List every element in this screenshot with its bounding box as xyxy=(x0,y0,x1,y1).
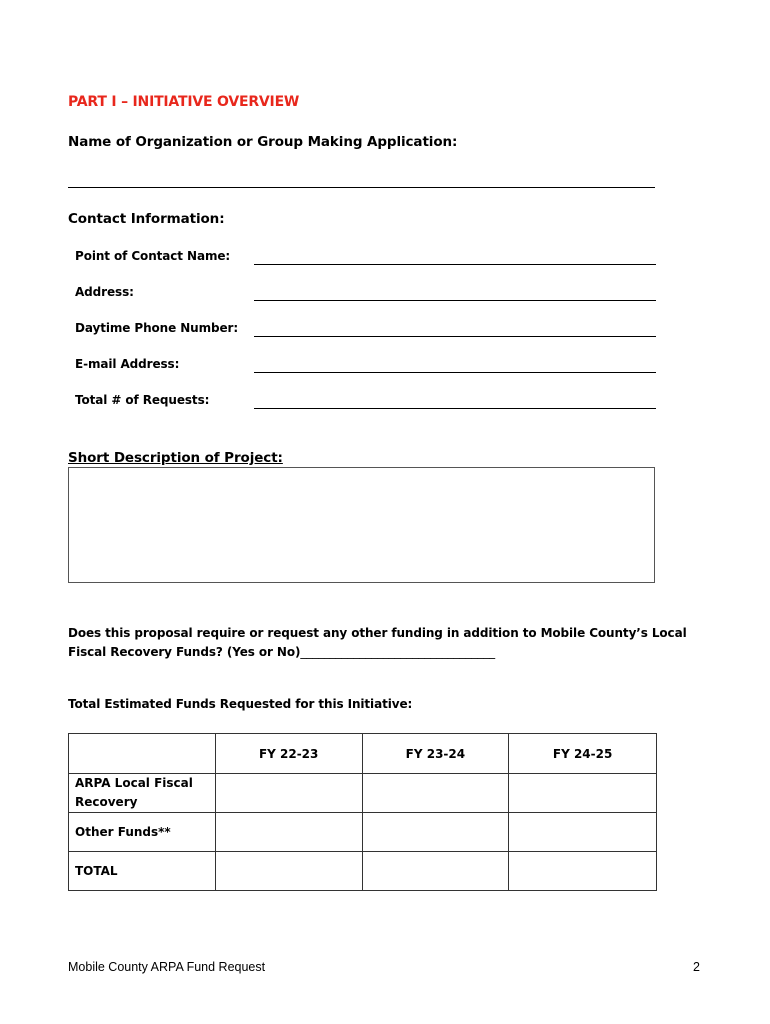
contact-name-line[interactable] xyxy=(254,264,656,265)
contact-heading: Contact Information: xyxy=(68,211,225,227)
table-header-cell xyxy=(69,734,216,774)
table-row xyxy=(69,774,657,813)
funding-question xyxy=(68,624,708,662)
table-cell[interactable] xyxy=(362,813,509,852)
table-cell[interactable] xyxy=(509,852,657,891)
table-cell[interactable] xyxy=(215,813,362,852)
table-cell[interactable] xyxy=(215,774,362,813)
table-cell[interactable] xyxy=(362,774,509,813)
funding-answer-blank[interactable]: _________________________________ xyxy=(300,645,496,659)
funding-question-text: Does this proposal require or request any other funding in addition to Mobile County’s Local Fiscal Recovery Funds? (Yes or No) xyxy=(68,626,687,659)
organization-input-line[interactable] xyxy=(68,187,655,188)
address-label: Address: xyxy=(75,285,134,299)
address-line[interactable] xyxy=(254,300,656,301)
funds-heading: Total Estimated Funds Requested for this Initiative: xyxy=(68,697,413,711)
total-requests-label: Total # of Requests: xyxy=(75,393,210,407)
organization-label: Name of Organization or Group Making Application: xyxy=(68,134,458,150)
row-label: ARPA Local Fiscal Recovery xyxy=(69,774,216,813)
email-line[interactable] xyxy=(254,372,656,373)
table-row xyxy=(69,813,657,852)
footer-title: Mobile County ARPA Fund Request xyxy=(68,960,266,974)
table-cell[interactable] xyxy=(509,813,657,852)
table-header-row xyxy=(69,734,657,774)
page-number: 2 xyxy=(693,960,700,974)
table-cell[interactable] xyxy=(215,852,362,891)
row-label: Other Funds** xyxy=(69,813,216,852)
total-requests-line[interactable] xyxy=(254,408,656,409)
phone-label: Daytime Phone Number: xyxy=(75,321,239,335)
table-cell[interactable] xyxy=(509,774,657,813)
table-header-cell: FY 23-24 xyxy=(362,734,509,774)
phone-line[interactable] xyxy=(254,336,656,337)
email-label: E-mail Address: xyxy=(75,357,180,371)
funds-table xyxy=(68,733,657,891)
row-label: TOTAL xyxy=(69,852,216,891)
table-header-cell: FY 22-23 xyxy=(215,734,362,774)
table-row xyxy=(69,852,657,891)
contact-name-label: Point of Contact Name: xyxy=(75,249,231,263)
part-title: PART I – INITIATIVE OVERVIEW xyxy=(68,94,300,110)
table-header-cell: FY 24-25 xyxy=(509,734,657,774)
table-cell[interactable] xyxy=(362,852,509,891)
description-label: Short Description of Project: xyxy=(68,450,283,466)
description-textarea[interactable] xyxy=(68,467,655,583)
